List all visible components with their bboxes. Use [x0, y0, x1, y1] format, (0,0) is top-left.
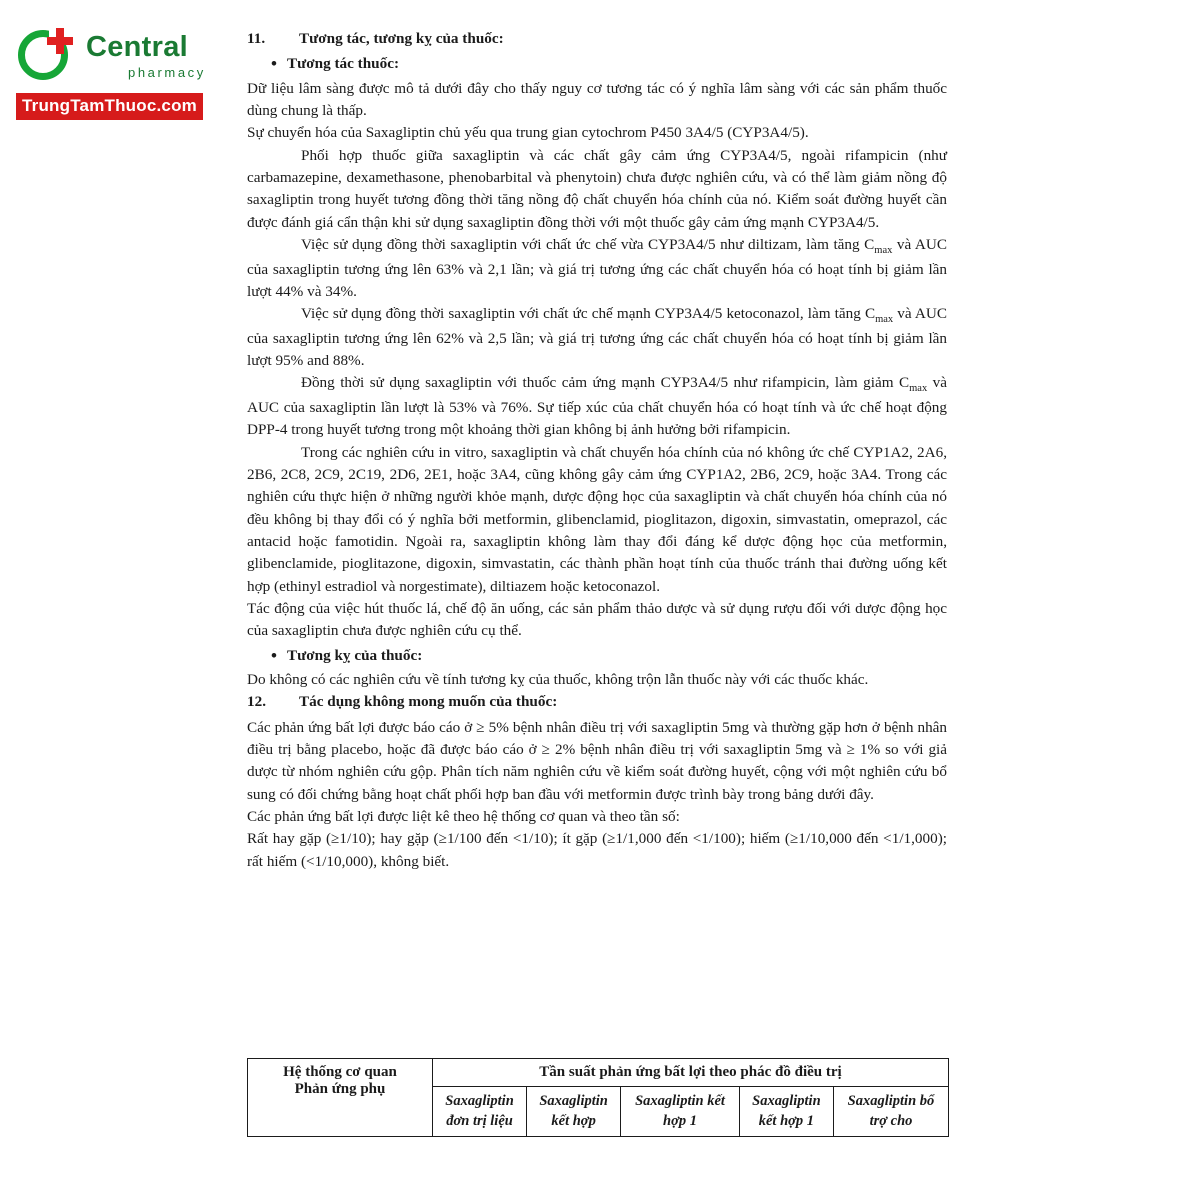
col-2-line2: kết hợp: [551, 1112, 596, 1129]
paragraph-11-9: Do không có các nghiên cứu về tính tương kỵ của thuốc, không trộn lẫn thuốc này với các thuốc khác.: [247, 670, 869, 688]
col-5-line1: Saxagliptin bổ: [847, 1093, 935, 1109]
paragraph-11-6-part-a: Đồng thời sử dụng saxagliptin với thuốc cảm ứng mạnh CYP3A4/5 như rifampicin, làm giảm C: [301, 374, 910, 392]
section-11-heading: [247, 28, 947, 50]
site-url-banner: TrungTamThuoc.com: [16, 93, 203, 120]
paragraph-11-8: Tác động của việc hút thuốc lá, chế độ ăn uống, các sản phẩm thảo dược và sử dụng rượu đối với dược động học của saxagliptin chưa được nghiên cứu cụ thể.: [247, 599, 947, 640]
col-4-line1: Saxagliptin: [752, 1093, 821, 1109]
section-12-number: 12.: [247, 693, 266, 711]
logo-wordmark: [86, 33, 206, 79]
cmax-subscript-2: max: [875, 314, 894, 326]
table-column-saxagliptin-combo: [527, 1087, 621, 1137]
table-column-saxagliptin-mono: [433, 1087, 527, 1137]
table-header-organ-system-line1: Hệ thống cơ quan: [283, 1064, 397, 1080]
paragraph-11-2: Sự chuyển hóa của Saxagliptin chủ yếu qua trung gian cytochrom P450 3A4/5 (CYP3A4/5).: [247, 124, 809, 142]
table-column-saxagliptin-combo-1a: [621, 1087, 740, 1137]
section-12-heading: [247, 691, 947, 713]
table-column-saxagliptin-combo-1b: [739, 1087, 833, 1137]
table-header-organ-system-line2: Phản ứng phụ: [294, 1081, 386, 1097]
paragraph-11-7: Trong các nghiên cứu in vitro, saxagliptin và chất chuyển hóa chính của nó không ức chế CYP1A2, 2A6, 2B6, 2C8, 2C9, 2C19, 2D6, 2E1, hoặc 3A4, cũng không gây cảm ứng CYP1A2, 2B6, 2C9, hoặc 3A4. Trong các nghiên cứu thực hiện ở những người khỏe mạnh, dược động học của saxagliptin và chất chuyển hóa chính của nó đều không bị thay đổi có ý nghĩa bởi metformin, glibenclamid, pioglitazon, digoxin, simvastatin, omeprazol, các antacid hoặc famotidin. Ngoài ra, saxagliptin không làm thay đổi đáng kể dược động học của metformin, glibenclamide, pioglitazone, digoxin, simvastatin, các thành phần hoạt tính của thuốc tránh thai đường uống kết hợp (ethinyl estradiol và norgestimate), diltiazem hoặc ketoconazol.: [247, 443, 947, 595]
logo-brand-subtitle: pharmacy: [128, 65, 206, 80]
site-logo: [16, 26, 231, 120]
central-pharmacy-logo-icon: [16, 26, 82, 86]
paragraph-11-4-part-a: Việc sử dụng đồng thời saxagliptin với chất ức chế vừa CYP3A4/5 như diltizam, làm tăng C: [301, 236, 875, 254]
section-12-title: Tác dụng không mong muốn của thuốc:: [299, 693, 558, 711]
cmax-subscript-1: max: [874, 245, 893, 257]
col-1-line1: Saxagliptin: [445, 1093, 514, 1109]
subsection-incompatibility-heading: • Tương kỵ của thuốc:: [247, 645, 947, 667]
paragraph-12-2: Các phản ứng bất lợi được liệt kê theo hệ thống cơ quan và theo tần số:: [247, 808, 680, 826]
col-4-line2: kết hợp 1: [758, 1112, 815, 1129]
table-row: [248, 1059, 949, 1087]
paragraph-11-1: Dữ liệu lâm sàng được mô tả dưới đây cho thấy nguy cơ tương tác có ý nghĩa lâm sàng với các sản phẩm thuốc dùng chung là thấp.: [247, 79, 947, 120]
cmax-subscript-3: max: [909, 383, 928, 395]
section-11-number: 11.: [247, 30, 266, 47]
col-3-line2: hợp 1: [663, 1112, 697, 1129]
paragraph-12-3: Rất hay gặp (≥1/10); hay gặp (≥1/100 đến <1/10); ít gặp (≥1/1,000 đến <1/100); hiếm (≥1/10,000 đến <1/1,000); rất hiếm (<1/10,000), không biết.: [247, 830, 947, 870]
paragraph-11-6-part-b: và AUC của saxagliptin lần lượt là 53% và 76%. Sự tiếp xúc của chất chuyển hóa có hoạt tính và ức chế hoạt động DPP-4 trong huyết tương trong một khoảng thời gian không bị ảnh hưởng bởi rifampicin.: [247, 374, 947, 439]
paragraph-11-5-part-b: và AUC của saxagliptin tương ứng lên 62% và 2,5 lần; và giá trị tương ứng các chất chuyển hóa có hoạt tính bị giảm lần lượt 95% and 88%.: [247, 305, 947, 370]
logo-brand-name: Central: [86, 31, 189, 63]
table-column-saxagliptin-addon: [833, 1087, 948, 1137]
paragraph-11-4-part-b: và AUC của saxagliptin tương ứng lên 63% và 2,1 lần; và giá trị tương ứng các chất chuyển hóa có hoạt tính bị giảm lần lượt 44% và 34%.: [247, 236, 947, 300]
col-3-line1: Saxagliptin kết: [635, 1093, 725, 1109]
table-header-frequency: Tần suất phản ứng bất lợi theo phác đồ điều trị: [433, 1059, 949, 1087]
section-11-title: Tương tác, tương kỵ của thuốc:: [299, 30, 504, 47]
paragraph-11-3: Phối hợp thuốc giữa saxagliptin và các chất gây cảm ứng CYP3A4/5, ngoài rifampicin (như carbamazepine, dexamethasone, phenobarbital và phenytoin) chưa được nghiên cứu, và có thể làm giảm nồng độ saxagliptin trong huyết tương đồng thời tăng nồng độ chất chuyển hóa chính của nó. Kiểm soát đường huyết cần được đánh giá cẩn thận khi sử dụng saxagliptin đồng thời với một thuốc gây cảm ứng mạnh CYP3A4/5.: [247, 146, 947, 231]
subsection-drug-interaction-heading: • Tương tác thuốc:: [247, 53, 947, 75]
logo-row: [16, 26, 231, 86]
paragraph-11-5: [247, 303, 947, 372]
col-1-line2: đơn trị liệu: [446, 1112, 513, 1129]
table-header-organ-system: [248, 1059, 433, 1137]
document-body: [247, 28, 947, 873]
paragraph-12-1: Các phản ứng bất lợi được báo cáo ở ≥ 5% bệnh nhân điều trị với saxagliptin 5mg và thường gặp hơn ở bệnh nhân điều trị bằng placebo, hoặc đã được báo cáo ở ≥ 2% bệnh nhân điều trị với saxagliptin 5mg và ≥ 1% so với giả dược từ nhóm nghiên cứu gộp. Phân tích năm nghiên cứu về kiểm soát đường huyết, cộng với một nghiên cứu bổ sung có đối chứng bằng hoạt chất phối hợp ban đầu với metformin được trình bày trong bảng dưới đây.: [247, 718, 947, 803]
col-2-line1: Saxagliptin: [539, 1093, 608, 1109]
adverse-reaction-table: [247, 1058, 949, 1137]
paragraph-11-6: [247, 372, 947, 441]
col-5-line2: trợ cho: [869, 1112, 913, 1129]
paragraph-11-4: [247, 234, 947, 303]
paragraph-11-5-part-a: Việc sử dụng đồng thời saxagliptin với chất ức chế mạnh CYP3A4/5 ketoconazol, làm tăng C: [301, 305, 876, 323]
